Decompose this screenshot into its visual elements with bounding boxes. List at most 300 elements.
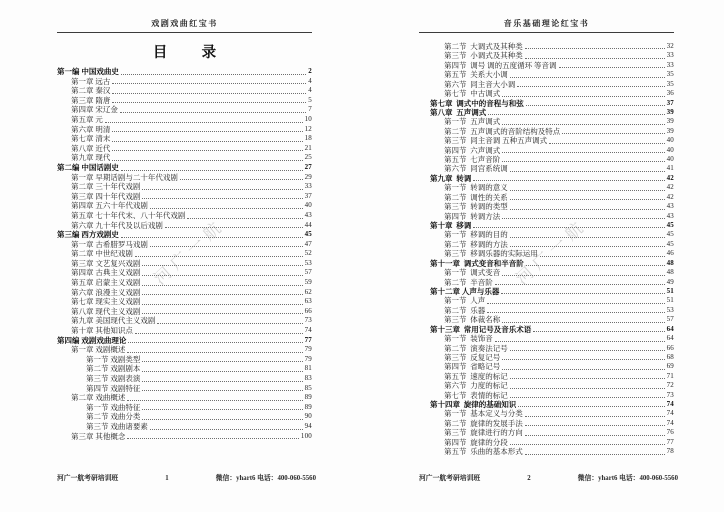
- dot-leader: [499, 287, 666, 296]
- toc-entry-label: 第四节 戏剧特征: [86, 383, 141, 393]
- dot-leader: [140, 288, 304, 298]
- toc-row: [71, 173, 312, 183]
- toc-entry-page: 72: [666, 381, 674, 390]
- toc-row: [71, 105, 312, 115]
- toc-entry-page: 66: [666, 343, 674, 352]
- toc-entry-page: 45: [666, 230, 674, 239]
- toc-row: [444, 70, 674, 79]
- toc-entry-label: 第五节 七声音阶: [444, 155, 501, 165]
- dot-leader: [500, 155, 666, 164]
- toc-row: [430, 287, 674, 296]
- toc-entry-label: 第一节 移调的目的: [444, 230, 508, 240]
- toc-entry-page: 79: [304, 345, 312, 354]
- toc-entry-label: 第十章 移调: [430, 221, 472, 231]
- toc-entry-page: 47: [304, 239, 312, 248]
- toc-entry-page: 33: [304, 182, 312, 191]
- toc-entry-label: 第三节 移调乐器的实际运用: [444, 249, 538, 259]
- dot-leader: [110, 134, 304, 144]
- toc-entry-label: 第十四章 旋律的基础知识: [430, 400, 517, 410]
- toc-entry-label: 第二节 戏曲分类: [86, 412, 141, 422]
- dot-leader: [110, 153, 304, 163]
- toc-entry-label: 第七章 调式中的音程与和弦: [430, 98, 524, 108]
- toc-entry-label: 第六节 力度的标记: [444, 381, 508, 391]
- toc-row: [430, 259, 674, 268]
- toc-entry-label: 第十三章 常用记号及音乐术语: [430, 324, 532, 334]
- toc-entry-label: 第九章 现代: [71, 153, 111, 163]
- dot-leader: [485, 296, 666, 305]
- dot-leader: [140, 364, 304, 374]
- toc-entry-page: 73: [304, 316, 312, 325]
- toc-entry-page: 62: [304, 287, 312, 296]
- toc-entry-label: 第四节 转调方法: [444, 211, 501, 221]
- toc-entry-page: 44: [304, 220, 312, 229]
- toc-entry-label: 第二节 戏剧剧本: [86, 364, 141, 374]
- toc-row: [444, 372, 674, 381]
- toc-entry-label: 第七章 清末: [71, 134, 111, 144]
- toc-list: [419, 42, 674, 457]
- toc-row: [71, 240, 312, 250]
- toc-entry-page: 39: [666, 117, 674, 126]
- toc-row: [444, 127, 674, 136]
- toc-entry-label: 第十章 其他知识点: [71, 326, 133, 336]
- dot-leader: [508, 164, 667, 173]
- toc-row: [71, 297, 312, 307]
- toc-entry-label: 第六章 浪漫主义戏剧: [71, 287, 141, 297]
- toc-row: [444, 89, 674, 98]
- toc-row: [71, 192, 312, 202]
- dot-leader: [103, 115, 305, 125]
- toc-entry-label: 第六章 明清: [71, 124, 111, 134]
- toc-row: [71, 96, 312, 106]
- toc-row: [71, 77, 312, 87]
- toc-entry-label: 第一节 五声调式: [444, 117, 501, 127]
- toc-row: [71, 211, 312, 221]
- toc-row: [86, 403, 312, 413]
- toc-entry-label: 第二节 乐器: [444, 305, 486, 315]
- toc-title: 目 录: [152, 45, 226, 61]
- toc-entry-label: 第七章 现实主义戏剧: [71, 297, 141, 307]
- dot-leader: [178, 173, 305, 183]
- toc-entry-label: 第五节 速度的标记: [444, 371, 508, 381]
- page-footer: [57, 472, 316, 482]
- dot-leader: [500, 146, 666, 155]
- dot-leader: [500, 268, 666, 277]
- toc-entry-page: 53: [304, 258, 312, 267]
- dot-leader: [493, 334, 667, 343]
- toc-entry-label: 第二章 中世纪戏剧: [71, 249, 133, 259]
- dot-leader: [148, 201, 305, 211]
- dot-leader: [515, 80, 666, 89]
- toc-row: [57, 230, 312, 240]
- toc-entry-label: 第四节 旋律的分段: [444, 437, 508, 447]
- dot-leader: [155, 316, 304, 326]
- toc-entry-page: 39: [666, 107, 674, 116]
- dot-leader: [125, 393, 304, 403]
- dot-leader: [500, 362, 666, 371]
- dot-leader: [547, 136, 666, 145]
- toc-entry-page: 74: [666, 409, 674, 418]
- watermark: 河广一航: [150, 215, 229, 289]
- toc-entry-page: 45: [666, 239, 674, 248]
- dot-leader: [523, 409, 667, 418]
- toc-row: [444, 80, 674, 89]
- toc-entry-label: 第九章 美国现代主义戏剧: [71, 316, 156, 326]
- toc-row: [430, 325, 674, 334]
- toc-entry-label: 第六章 九十年代及以后戏剧: [71, 220, 163, 230]
- toc-row: [71, 393, 312, 403]
- toc-entry-label: 第一节 戏剧类型: [86, 354, 141, 364]
- toc-entry-label: 第三节 小调式及其种类: [444, 51, 523, 61]
- toc-entry-page: 94: [304, 421, 312, 430]
- dot-leader: [471, 221, 666, 230]
- toc-row: [57, 336, 312, 346]
- toc-entry-page: 73: [666, 390, 674, 399]
- toc-entry-page: 10: [304, 114, 312, 123]
- toc-entry-page: 100: [300, 431, 312, 440]
- dot-leader: [133, 249, 305, 259]
- toc-row: [86, 412, 312, 422]
- toc-entry-label: 第八章 五声调式: [430, 107, 487, 117]
- dot-leader: [140, 412, 304, 422]
- dot-leader: [119, 67, 308, 77]
- toc-row: [71, 221, 312, 231]
- toc-row: [86, 364, 312, 374]
- dot-leader: [508, 240, 667, 249]
- toc-row: [71, 288, 312, 298]
- toc-row: [444, 240, 674, 249]
- toc-entry-page: 4: [308, 76, 312, 85]
- toc-entry-page: 49: [666, 277, 674, 286]
- toc-row: [444, 344, 674, 353]
- toc-entry-label: 第三节 戏剧表演: [86, 374, 141, 383]
- toc-entry-label: 第二节 调性的关系: [444, 192, 508, 202]
- toc-entry-label: 第四节 调号 调的五度循环 等音调: [444, 60, 557, 70]
- toc-entry-label: 第三节 同主音调 五种五声调式: [444, 136, 548, 146]
- toc-row: [444, 409, 674, 418]
- toc-entry-label: 第一节 装饰音: [444, 334, 493, 344]
- toc-entry-page: 64: [666, 334, 674, 343]
- toc-entry-page: 40: [666, 155, 674, 164]
- toc-entry-label: 第二编 中国话剧史: [57, 162, 119, 172]
- dot-leader: [110, 96, 308, 106]
- toc-entry-page: 41: [666, 164, 674, 173]
- dot-leader: [140, 182, 304, 192]
- toc-row: [71, 182, 312, 192]
- toc-row: [71, 307, 312, 317]
- toc-entry-label: 第一章 戏剧概述: [71, 345, 126, 355]
- dot-leader: [500, 315, 666, 324]
- dot-leader: [118, 105, 308, 115]
- toc-entry-label: 第一节 戏曲特征: [86, 402, 141, 412]
- toc-entry-page: 64: [666, 324, 674, 333]
- page-right: [362, 0, 724, 512]
- toc-entry-label: 第一节 基本定义与分类: [444, 409, 523, 419]
- toc-entry-page: 45: [666, 221, 674, 230]
- dot-leader: [140, 307, 304, 317]
- toc-entry-label: 第三章 隋唐: [71, 95, 111, 105]
- toc-entry-label: 第四章 古典主义戏剧: [71, 268, 141, 278]
- toc-entry-label: 第一章 远古: [71, 76, 111, 86]
- dot-leader: [523, 447, 667, 456]
- toc-row: [444, 164, 674, 173]
- toc-entry-label: 第三节 旋律进行的方向: [444, 428, 523, 438]
- toc-entry-page: 37: [666, 98, 674, 107]
- toc-entry-page: 42: [666, 192, 674, 201]
- toc-row: [71, 249, 312, 259]
- dot-leader: [508, 193, 667, 202]
- toc-entry-page: 53: [666, 305, 674, 314]
- toc-entry-page: 78: [666, 447, 674, 456]
- dot-leader: [493, 278, 667, 287]
- toc-entry-page: 79: [304, 354, 312, 363]
- toc-row: [444, 315, 674, 324]
- toc-entry-label: 第二节 半音阶: [444, 277, 493, 287]
- toc-row: [444, 212, 674, 221]
- toc-row: [444, 391, 674, 400]
- dot-leader: [500, 117, 666, 126]
- page-footer: [419, 472, 678, 482]
- toc-row: [444, 249, 674, 258]
- toc-row: [86, 384, 312, 394]
- dot-leader: [523, 419, 667, 428]
- toc-entry-page: 74: [666, 400, 674, 409]
- toc-entry-page: 35: [666, 70, 674, 79]
- toc-row: [57, 163, 312, 173]
- running-header: 音乐基础理论红宝书: [503, 19, 590, 28]
- toc-entry-page: 77: [666, 437, 674, 446]
- toc-row: [86, 374, 312, 384]
- toc-entry-page: 29: [304, 172, 312, 181]
- toc-entry-page: 40: [666, 145, 674, 154]
- toc-entry-label: 第九章 转调: [430, 173, 472, 183]
- toc-entry-page: 46: [666, 249, 674, 258]
- dot-leader: [140, 384, 304, 394]
- dot-leader: [110, 86, 308, 96]
- dot-leader: [148, 422, 305, 432]
- dot-leader: [524, 259, 667, 268]
- toc-row: [430, 108, 674, 117]
- dot-leader: [126, 336, 304, 346]
- dot-leader: [140, 403, 304, 413]
- toc-entry-label: 第五节 乐曲的基本形式: [444, 447, 523, 457]
- toc-entry-page: 39: [666, 126, 674, 135]
- toc-entry-label: 第四编 戏剧戏曲理论: [57, 335, 127, 345]
- toc-row: [86, 422, 312, 432]
- toc-row: [444, 193, 674, 202]
- toc-row: [86, 355, 312, 365]
- toc-entry-page: 27: [304, 162, 312, 171]
- toc-entry-page: 76: [666, 428, 674, 437]
- dot-leader: [110, 77, 308, 87]
- toc-entry-label: 第十二章 人声与乐器: [430, 286, 500, 296]
- dot-leader: [557, 61, 667, 70]
- toc-entry-page: 5: [308, 95, 312, 104]
- footer-contact: 微信：yhart6 电话：400-060-5560: [577, 475, 678, 482]
- header-rule: [57, 32, 312, 33]
- toc-entry-page: 32: [666, 42, 674, 50]
- toc-row: [444, 268, 674, 277]
- toc-list: [57, 67, 312, 441]
- toc-entry-page: 74: [666, 418, 674, 427]
- toc-row: [444, 447, 674, 456]
- dot-leader: [133, 326, 305, 336]
- dot-leader: [119, 163, 305, 173]
- dot-leader: [119, 230, 305, 240]
- toc-entry-page: 42: [666, 183, 674, 192]
- toc-entry-label: 第五章 元: [71, 114, 103, 124]
- toc-row: [444, 183, 674, 192]
- toc-entry-page: 2: [308, 67, 312, 75]
- toc-entry-page: 89: [304, 393, 312, 402]
- toc-entry-page: 48: [666, 268, 674, 277]
- toc-entry-label: 第三节 反复记号: [444, 352, 501, 362]
- toc-entry-page: 77: [304, 335, 312, 344]
- toc-row: [71, 345, 312, 355]
- toc-entry-label: 第四节 六声调式: [444, 145, 501, 155]
- toc-entry-page: 52: [304, 249, 312, 258]
- toc-entry-label: 第二章 三十年代戏剧: [71, 182, 141, 192]
- toc-row: [71, 316, 312, 326]
- toc-entry-page: 12: [304, 124, 312, 133]
- footer-brand: 河广一航考研培训班: [57, 475, 119, 482]
- dot-leader: [500, 89, 666, 98]
- dot-leader: [523, 51, 667, 60]
- toc-entry-label: 第一章 早期话剧与二十年代戏剧: [71, 172, 178, 182]
- dot-leader: [508, 183, 667, 192]
- toc-entry-label: 第四章 宋辽金: [71, 105, 118, 115]
- dot-leader: [110, 125, 304, 135]
- toc-row: [71, 268, 312, 278]
- dot-leader: [485, 306, 666, 315]
- dot-leader: [508, 372, 667, 381]
- toc-entry-page: 69: [666, 362, 674, 371]
- toc-row: [444, 428, 674, 437]
- watermark: 河广一航: [512, 215, 591, 289]
- toc-entry-page: 35: [666, 79, 674, 88]
- toc-entry-label: 第二节 五声调式的音阶结构及特点: [444, 126, 561, 136]
- toc-entry-page: 48: [666, 258, 674, 267]
- toc-entry-label: 第六节 同宫系统调: [444, 164, 508, 174]
- toc-entry-page: 4: [308, 86, 312, 95]
- toc-entry-label: 第八章 现代主义戏剧: [71, 306, 141, 316]
- toc-entry-label: 第一编 中国戏曲史: [57, 67, 119, 76]
- toc-entry-label: 第三节 转调的类型: [444, 202, 508, 212]
- toc-entry-label: 第三节 戏曲诸要素: [86, 421, 148, 431]
- footer-brand: 河广一航考研培训班: [419, 475, 481, 482]
- toc-row: [444, 61, 674, 70]
- dot-leader: [531, 325, 666, 334]
- toc-row: [444, 136, 674, 145]
- toc-row: [444, 42, 674, 51]
- toc-entry-label: 第三节 体裁名称: [444, 315, 501, 325]
- toc-entry-label: 第三章 其他概念: [71, 431, 126, 441]
- toc-entry-label: 第七节 中古调式: [444, 89, 501, 99]
- toc-entry-page: 74: [304, 326, 312, 335]
- dot-leader: [140, 297, 304, 307]
- dot-leader: [471, 174, 666, 183]
- dot-leader: [140, 374, 304, 384]
- toc-entry-page: 21: [304, 143, 312, 152]
- toc-entry-page: 40: [304, 201, 312, 210]
- toc-entry-label: 第一节 人声: [444, 296, 486, 306]
- toc-row: [71, 115, 312, 125]
- toc-entry-label: 第一节 调式变音: [444, 268, 501, 278]
- toc-entry-page: 57: [666, 315, 674, 324]
- toc-entry-page: 36: [666, 89, 674, 98]
- dot-leader: [508, 202, 667, 211]
- dot-leader: [500, 353, 666, 362]
- toc-row: [71, 125, 312, 135]
- toc-entry-page: 7: [308, 105, 312, 114]
- dot-leader: [140, 268, 304, 278]
- toc-row: [71, 134, 312, 144]
- toc-entry-page: 51: [666, 296, 674, 305]
- toc-row: [444, 278, 674, 287]
- toc-entry-label: 第四节 省略记号: [444, 362, 501, 372]
- toc-row: [71, 144, 312, 154]
- footer-page-number: 2: [527, 475, 531, 482]
- dot-leader: [560, 127, 666, 136]
- footer-contact: 微信：yhart6 电话：400-060-5560: [215, 475, 316, 482]
- toc-entry-page: 43: [304, 210, 312, 219]
- toc-row: [444, 419, 674, 428]
- toc-entry-label: 第三编 西方戏剧史: [57, 230, 119, 240]
- dot-leader: [508, 438, 667, 447]
- toc-entry-page: 45: [304, 230, 312, 239]
- toc-entry-page: 33: [666, 60, 674, 69]
- dot-leader: [508, 344, 667, 353]
- toc-row: [57, 67, 312, 77]
- dot-leader: [125, 345, 304, 355]
- toc-row: [444, 353, 674, 362]
- dot-leader: [486, 108, 666, 117]
- dot-leader: [508, 70, 667, 79]
- toc-entry-page: 43: [666, 211, 674, 220]
- toc-row: [444, 202, 674, 211]
- toc-entry-label: 第二节 移调的方法: [444, 239, 508, 249]
- toc-entry-page: 90: [304, 412, 312, 421]
- toc-entry-label: 第五节 关系大小调: [444, 70, 508, 80]
- dot-leader: [140, 259, 304, 269]
- toc-row: [71, 326, 312, 336]
- toc-entry-label: 第五章 七十年代末、八十年代戏剧: [71, 210, 186, 220]
- toc-row: [444, 438, 674, 447]
- dot-leader: [524, 99, 667, 108]
- toc-row: [71, 86, 312, 96]
- dot-leader: [110, 144, 304, 154]
- toc-row: [444, 381, 674, 390]
- toc-entry-page: 33: [666, 51, 674, 60]
- toc-row: [71, 201, 312, 211]
- dot-leader: [163, 221, 305, 231]
- toc-entry-label: 第十一章 调式变音和半音阶: [430, 258, 524, 268]
- toc-entry-page: 18: [304, 134, 312, 143]
- dot-leader: [140, 355, 304, 365]
- toc-entry-page: 68: [666, 352, 674, 361]
- dot-leader: [523, 42, 667, 51]
- toc-entry-page: 51: [666, 286, 674, 295]
- toc-entry-page: 37: [304, 191, 312, 200]
- toc-entry-page: 85: [304, 383, 312, 392]
- toc-row: [444, 362, 674, 371]
- toc-row: [444, 230, 674, 239]
- toc-row: [444, 296, 674, 305]
- toc-entry-page: 43: [666, 202, 674, 211]
- toc-entry-page: 71: [666, 371, 674, 380]
- toc-entry-label: 第二章 戏曲概述: [71, 393, 126, 403]
- toc-row: [430, 99, 674, 108]
- toc-entry-label: 第一章 古希腊罗马戏剧: [71, 239, 148, 249]
